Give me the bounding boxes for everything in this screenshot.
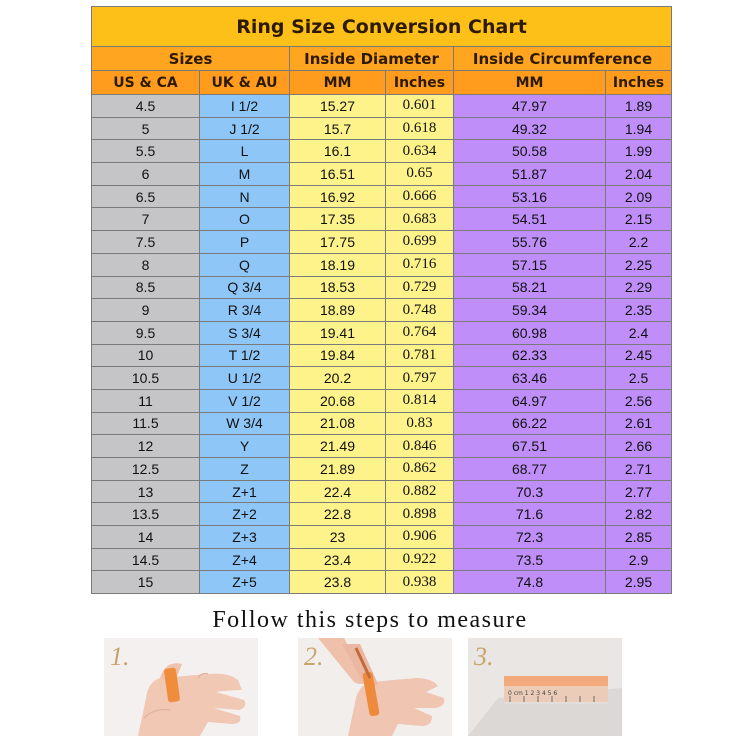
diameter-mm-cell: 23: [290, 526, 386, 549]
diameter-mm-cell: 19.41: [290, 321, 386, 344]
diameter-inches-cell: 0.814: [386, 389, 454, 412]
circumference-mm-cell: 55.76: [454, 231, 606, 254]
uk-au-size-cell: N: [200, 185, 290, 208]
diameter-mm-cell: 23.8: [290, 571, 386, 594]
step-number-3: 3.: [474, 642, 494, 671]
circumference-mm-cell: 53.16: [454, 185, 606, 208]
circumference-inches-cell: 2.09: [606, 185, 672, 208]
us-ca-size-cell: 5: [92, 117, 200, 140]
table-row: [92, 231, 672, 254]
us-ca-size-cell: 13: [92, 480, 200, 503]
uk-au-size-cell: Y: [200, 435, 290, 458]
diameter-mm-cell: 15.7: [290, 117, 386, 140]
table-row: [92, 321, 672, 344]
circumference-mm-cell: 62.33: [454, 344, 606, 367]
diameter-mm-cell: 22.4: [290, 480, 386, 503]
us-ca-size-cell: 14.5: [92, 548, 200, 571]
diameter-inches-cell: 0.781: [386, 344, 454, 367]
circumference-mm-cell: 59.34: [454, 299, 606, 322]
uk-au-size-cell: Z: [200, 458, 290, 481]
us-ca-size-cell: 12: [92, 435, 200, 458]
circumference-inches-cell: 2.71: [606, 458, 672, 481]
circumference-inches-cell: 1.89: [606, 95, 672, 118]
circumference-mm-cell: 68.77: [454, 458, 606, 481]
circumference-inches-cell: 2.56: [606, 389, 672, 412]
table-body: [92, 95, 672, 594]
uk-au-size-cell: R 3/4: [200, 299, 290, 322]
circumference-inches-cell: 1.94: [606, 117, 672, 140]
step-2-photo: [298, 638, 452, 736]
diameter-mm-cell: 18.53: [290, 276, 386, 299]
us-ca-size-cell: 12.5: [92, 458, 200, 481]
diameter-mm-cell: 21.08: [290, 412, 386, 435]
us-ca-size-cell: 11: [92, 389, 200, 412]
uk-au-size-cell: Z+1: [200, 480, 290, 503]
diameter-mm-cell: 18.19: [290, 253, 386, 276]
us-ca-size-cell: 8: [92, 253, 200, 276]
diameter-inches-cell: 0.683: [386, 208, 454, 231]
uk-au-size-cell: U 1/2: [200, 367, 290, 390]
diameter-inches-cell: 0.764: [386, 321, 454, 344]
table-row: [92, 571, 672, 594]
steps-heading: Follow this steps to measure: [212, 607, 528, 633]
diameter-inches-cell: 0.83: [386, 412, 454, 435]
circumference-inches-cell: 2.15: [606, 208, 672, 231]
circumference-mm-cell: 72.3: [454, 526, 606, 549]
circumference-mm-cell: 51.87: [454, 163, 606, 186]
us-ca-size-cell: 9: [92, 299, 200, 322]
us-ca-size-cell: 7.5: [92, 231, 200, 254]
circumference-mm-cell: 71.6: [454, 503, 606, 526]
group-header-diameter: Inside Diameter: [290, 47, 454, 71]
table-row: [92, 389, 672, 412]
group-header-sizes: Sizes: [92, 47, 290, 71]
ring-size-table: [91, 6, 672, 594]
step-number-2: 2.: [304, 642, 324, 671]
table-row: [92, 526, 672, 549]
us-ca-size-cell: 6.5: [92, 185, 200, 208]
table-row: [92, 503, 672, 526]
circumference-inches-cell: 2.85: [606, 526, 672, 549]
us-ca-size-cell: 10.5: [92, 367, 200, 390]
uk-au-size-cell: W 3/4: [200, 412, 290, 435]
column-header-circumference-inches: Inches: [606, 71, 672, 95]
us-ca-size-cell: 8.5: [92, 276, 200, 299]
step-number-1: 1.: [110, 642, 130, 671]
diameter-mm-cell: 22.8: [290, 503, 386, 526]
diameter-inches-cell: 0.699: [386, 231, 454, 254]
circumference-inches-cell: 2.61: [606, 412, 672, 435]
uk-au-size-cell: O: [200, 208, 290, 231]
us-ca-size-cell: 13.5: [92, 503, 200, 526]
circumference-mm-cell: 66.22: [454, 412, 606, 435]
circumference-mm-cell: 63.46: [454, 367, 606, 390]
circumference-mm-cell: 54.51: [454, 208, 606, 231]
circumference-inches-cell: 2.04: [606, 163, 672, 186]
diameter-inches-cell: 0.618: [386, 117, 454, 140]
circumference-mm-cell: 58.21: [454, 276, 606, 299]
diameter-mm-cell: 17.35: [290, 208, 386, 231]
us-ca-size-cell: 14: [92, 526, 200, 549]
table-row: [92, 276, 672, 299]
circumference-inches-cell: 2.4: [606, 321, 672, 344]
table-row: [92, 299, 672, 322]
us-ca-size-cell: 9.5: [92, 321, 200, 344]
column-header-diameter-mm: MM: [290, 71, 386, 95]
diameter-mm-cell: 21.49: [290, 435, 386, 458]
diameter-mm-cell: 16.51: [290, 163, 386, 186]
us-ca-size-cell: 15: [92, 571, 200, 594]
column-header-us-ca: US & CA: [92, 71, 200, 95]
diameter-inches-cell: 0.601: [386, 95, 454, 118]
table-row: [92, 435, 672, 458]
diameter-inches-cell: 0.634: [386, 140, 454, 163]
circumference-mm-cell: 67.51: [454, 435, 606, 458]
diameter-mm-cell: 19.84: [290, 344, 386, 367]
diameter-inches-cell: 0.882: [386, 480, 454, 503]
diameter-inches-cell: 0.748: [386, 299, 454, 322]
column-header-diameter-inches: Inches: [386, 71, 454, 95]
uk-au-size-cell: Z+5: [200, 571, 290, 594]
diameter-inches-cell: 0.938: [386, 571, 454, 594]
circumference-inches-cell: 2.5: [606, 367, 672, 390]
diameter-inches-cell: 0.666: [386, 185, 454, 208]
uk-au-size-cell: Z+3: [200, 526, 290, 549]
uk-au-size-cell: M: [200, 163, 290, 186]
us-ca-size-cell: 7: [92, 208, 200, 231]
us-ca-size-cell: 5.5: [92, 140, 200, 163]
circumference-mm-cell: 49.32: [454, 117, 606, 140]
us-ca-size-cell: 10: [92, 344, 200, 367]
circumference-inches-cell: 2.66: [606, 435, 672, 458]
table-row: [92, 117, 672, 140]
diameter-inches-cell: 0.797: [386, 367, 454, 390]
uk-au-size-cell: I 1/2: [200, 95, 290, 118]
us-ca-size-cell: 4.5: [92, 95, 200, 118]
uk-au-size-cell: P: [200, 231, 290, 254]
uk-au-size-cell: Z+4: [200, 548, 290, 571]
uk-au-size-cell: Q: [200, 253, 290, 276]
diameter-mm-cell: 16.92: [290, 185, 386, 208]
group-header-circumference: Inside Circumference: [454, 47, 672, 71]
diameter-mm-cell: 20.68: [290, 389, 386, 412]
table-row: [92, 412, 672, 435]
circumference-inches-cell: 2.35: [606, 299, 672, 322]
diameter-mm-cell: 15.27: [290, 95, 386, 118]
circumference-mm-cell: 70.3: [454, 480, 606, 503]
step-3-photo: [468, 638, 622, 736]
ruler-scale-text: 0 cm 1 2 3 4 5 6: [508, 690, 558, 697]
circumference-inches-cell: 2.25: [606, 253, 672, 276]
table-row: [92, 367, 672, 390]
uk-au-size-cell: Q 3/4: [200, 276, 290, 299]
diameter-inches-cell: 0.898: [386, 503, 454, 526]
column-header-uk-au: UK & AU: [200, 71, 290, 95]
table-row: [92, 95, 672, 118]
circumference-inches-cell: 1.99: [606, 140, 672, 163]
circumference-mm-cell: 50.58: [454, 140, 606, 163]
diameter-mm-cell: 17.75: [290, 231, 386, 254]
step-1-photo: [104, 638, 258, 736]
uk-au-size-cell: Z+2: [200, 503, 290, 526]
circumference-mm-cell: 47.97: [454, 95, 606, 118]
diameter-inches-cell: 0.846: [386, 435, 454, 458]
uk-au-size-cell: L: [200, 140, 290, 163]
circumference-inches-cell: 2.45: [606, 344, 672, 367]
diameter-mm-cell: 21.89: [290, 458, 386, 481]
diameter-inches-cell: 0.906: [386, 526, 454, 549]
circumference-inches-cell: 2.82: [606, 503, 672, 526]
uk-au-size-cell: J 1/2: [200, 117, 290, 140]
circumference-inches-cell: 2.29: [606, 276, 672, 299]
us-ca-size-cell: 6: [92, 163, 200, 186]
diameter-mm-cell: 20.2: [290, 367, 386, 390]
uk-au-size-cell: S 3/4: [200, 321, 290, 344]
diameter-inches-cell: 0.729: [386, 276, 454, 299]
table-row: [92, 253, 672, 276]
circumference-mm-cell: 60.98: [454, 321, 606, 344]
uk-au-size-cell: T 1/2: [200, 344, 290, 367]
column-header-circumference-mm: MM: [454, 71, 606, 95]
diameter-inches-cell: 0.922: [386, 548, 454, 571]
diameter-inches-cell: 0.65: [386, 163, 454, 186]
table-row: [92, 163, 672, 186]
circumference-mm-cell: 64.97: [454, 389, 606, 412]
circumference-mm-cell: 74.8: [454, 571, 606, 594]
table-row: [92, 548, 672, 571]
table-row: [92, 140, 672, 163]
circumference-inches-cell: 2.9: [606, 548, 672, 571]
circumference-inches-cell: 2.77: [606, 480, 672, 503]
diameter-inches-cell: 0.862: [386, 458, 454, 481]
diameter-mm-cell: 16.1: [290, 140, 386, 163]
circumference-inches-cell: 2.95: [606, 571, 672, 594]
diameter-mm-cell: 23.4: [290, 548, 386, 571]
table-row: [92, 458, 672, 481]
circumference-mm-cell: 73.5: [454, 548, 606, 571]
chart-title: Ring Size Conversion Chart: [92, 7, 672, 47]
circumference-mm-cell: 57.15: [454, 253, 606, 276]
table-row: [92, 208, 672, 231]
diameter-mm-cell: 18.89: [290, 299, 386, 322]
circumference-inches-cell: 2.2: [606, 231, 672, 254]
us-ca-size-cell: 11.5: [92, 412, 200, 435]
uk-au-size-cell: V 1/2: [200, 389, 290, 412]
diameter-inches-cell: 0.716: [386, 253, 454, 276]
table-row: [92, 185, 672, 208]
table-row: [92, 344, 672, 367]
table-row: [92, 480, 672, 503]
